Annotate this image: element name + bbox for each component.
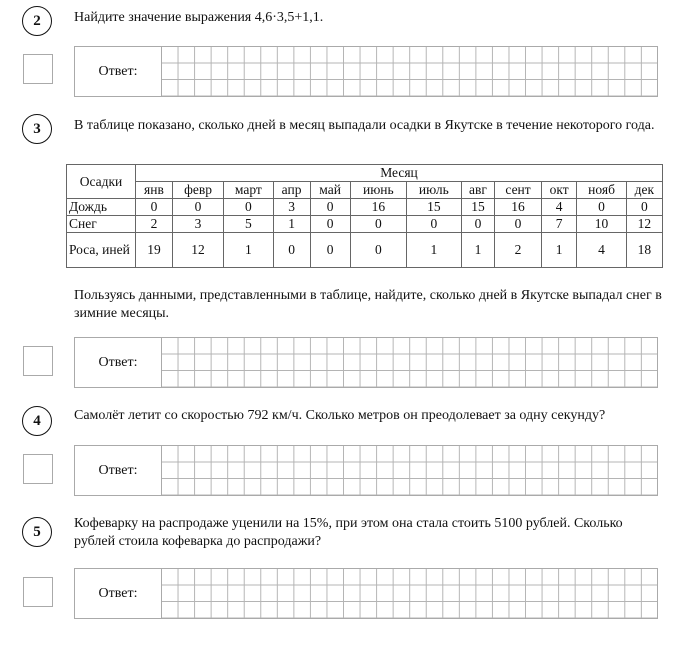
month-header: июнь [350,182,406,199]
table-corner-header: Осадки [67,165,136,199]
score-checkbox[interactable] [23,577,53,607]
table-group-header: Месяц [136,165,663,182]
precipitation-table [66,164,663,268]
question-number-badge [22,406,52,436]
answer-label: Ответ: [75,47,162,96]
question-text: Кофеварку на распродаже уценили на 15%, при этом она стала стоить 5100 рублей. Сколько рублей стоила кофеварка до распродажи? [74,516,623,549]
month-header: окт [541,182,577,199]
month-header: дек [626,182,662,199]
month-header: сент [495,182,542,199]
month-header: июль [406,182,461,199]
table-cell: 1 [461,233,495,268]
table-cell: 1 [224,233,274,268]
table-cell: 7 [541,216,577,233]
table-cell: 0 [350,233,406,268]
table-cell: 4 [541,199,577,216]
table-row [67,233,663,268]
row-label: Дождь [67,199,136,216]
table-cell: 1 [406,233,461,268]
table-header-row [67,182,663,199]
row-label: Роса, иней [67,233,136,268]
table-cell: 1 [541,233,577,268]
table-cell: 0 [273,233,310,268]
table-row [67,216,663,233]
question-followup-text: Пользуясь данными, представленными в таблице, найдите, сколько дней в Якутске выпадал снег в зимние месяцы. [74,288,662,321]
table-cell: 16 [350,199,406,216]
month-header: февр [172,182,223,199]
answer-box [74,337,658,388]
question-number-badge [22,114,52,144]
score-checkbox[interactable] [23,54,53,84]
table-cell: 0 [626,199,662,216]
table-cell: 15 [406,199,461,216]
answer-label: Ответ: [75,338,162,387]
table-cell: 12 [626,216,662,233]
table-cell: 0 [350,216,406,233]
answer-box [74,568,658,619]
question-number: 5 [33,523,41,540]
table-cell: 0 [406,216,461,233]
month-header: авг [461,182,495,199]
answer-grid-input[interactable] [162,338,657,387]
table-cell: 4 [577,233,626,268]
question-number-badge [22,517,52,547]
table-cell: 0 [136,199,173,216]
row-label: Снег [67,216,136,233]
answer-grid-input[interactable] [162,446,657,495]
table-cell: 16 [495,199,542,216]
table-cell: 19 [136,233,173,268]
answer-box [74,46,658,97]
table-cell: 0 [577,199,626,216]
month-header: нояб [577,182,626,199]
table-cell: 2 [136,216,173,233]
question-number: 3 [33,120,41,137]
question-number: 2 [33,12,41,29]
table-cell: 0 [224,199,274,216]
question-number: 4 [33,412,41,429]
answer-box [74,445,658,496]
score-checkbox[interactable] [23,454,53,484]
table-cell: 15 [461,199,495,216]
month-header: апр [273,182,310,199]
table-cell: 2 [495,233,542,268]
table-cell: 1 [273,216,310,233]
answer-label: Ответ: [75,569,162,618]
month-header: янв [136,182,173,199]
question-text: Самолёт летит со скоростью 792 км/ч. Сколько метров он преодолевает за одну секунду? [74,408,606,423]
table-cell: 0 [310,233,350,268]
month-header: май [310,182,350,199]
table-cell: 0 [461,216,495,233]
answer-grid-input[interactable] [162,569,657,618]
table-cell: 10 [577,216,626,233]
table-row [67,199,663,216]
month-header: март [224,182,274,199]
question-text: Найдите значение выражения 4,6·3,5+1,1. [74,10,324,25]
table-cell: 0 [172,199,223,216]
score-checkbox[interactable] [23,346,53,376]
table-cell: 3 [273,199,310,216]
question-text: В таблице показано, сколько дней в месяц выпадали осадки в Якутске в течение некоторого года. [74,118,655,133]
table-cell: 5 [224,216,274,233]
table-cell: 3 [172,216,223,233]
table-cell: 18 [626,233,662,268]
table-cell: 0 [495,216,542,233]
answer-grid-input[interactable] [162,47,657,96]
table-cell: 0 [310,216,350,233]
table-cell: 0 [310,199,350,216]
table-cell: 12 [172,233,223,268]
question-number-badge [22,6,52,36]
answer-label: Ответ: [75,446,162,495]
